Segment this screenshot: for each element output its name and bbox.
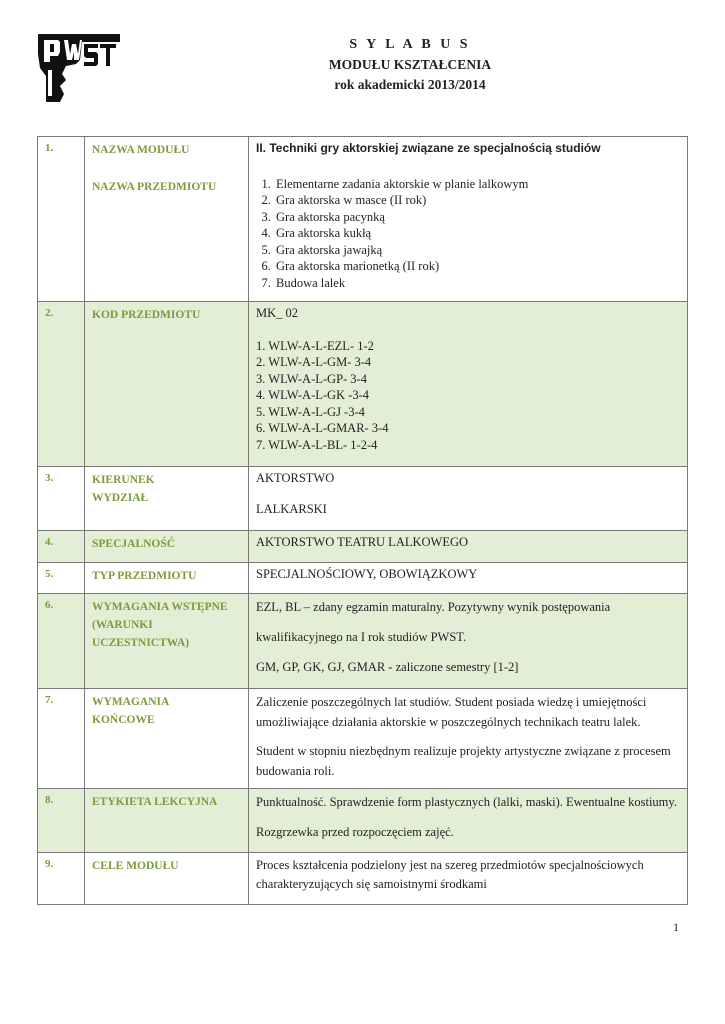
row-number: 6. xyxy=(45,599,54,611)
table-row xyxy=(38,563,688,594)
module-code: MK_ 02 xyxy=(256,306,299,320)
module-title: II. Techniki gry aktorskiej związane ze specjalnością studiów xyxy=(256,141,601,155)
subject-code: 5. WLW-A-L-GJ -3-4 xyxy=(256,404,365,419)
pwst-logo xyxy=(36,30,122,106)
paragraph: Proces kształcenia podzielony jest na szereg przedmiotów specjalnościowych charakteryzujących się samoistnymi środkami xyxy=(256,858,644,891)
subject-list xyxy=(256,176,679,292)
row-label: TYP PRZEDMIOTU xyxy=(92,570,197,582)
row-number: 5. xyxy=(45,568,54,580)
page-number: 1 xyxy=(673,920,679,934)
subject-code: 4. WLW-A-L-GK -3-4 xyxy=(256,388,370,402)
subject-code: 2. WLW-A-L-GM- 3-4 xyxy=(256,355,372,369)
row-number: 7. xyxy=(45,694,54,706)
row-label: NAZWA PRZEDMIOTU xyxy=(92,181,217,193)
title-line-2: MODUŁU KSZTAŁCENIA xyxy=(328,57,492,72)
row-label: WYMAGANIA xyxy=(92,696,170,708)
paragraph: Zaliczenie poszczególnych lat studiów. Student posiada wiedzę i umiejętności umożliwiające działania aktorskie w poszczególnych technikach teatru lalek. xyxy=(256,695,647,729)
list-item: 3. Gra aktorska pacynką xyxy=(274,209,679,226)
list-item: 4. Gra aktorska kukłą xyxy=(274,225,679,242)
list-item: 1. Elementarne zadania aktorskie w planie lalkowym xyxy=(274,176,679,193)
list-item: 6. Gra aktorska marionetką (II rok) xyxy=(274,258,679,275)
row-label: KOD PRZEDMIOTU xyxy=(92,309,201,321)
table-row xyxy=(38,853,688,905)
table-row xyxy=(38,789,688,853)
list-item: 7. Budowa lalek xyxy=(274,275,679,292)
row-label: KOŃCOWE xyxy=(92,714,155,726)
field-value: AKTORSTWO TEATRU LALKOWEGO xyxy=(256,535,469,549)
row-number: 8. xyxy=(45,794,54,806)
row-label: WYDZIAŁ xyxy=(92,492,149,504)
row-label: SPECJALNOŚĆ xyxy=(92,538,176,550)
table-row xyxy=(38,137,688,302)
field-value: LALKARSKI xyxy=(256,501,327,516)
row-number: 3. xyxy=(45,472,54,484)
row-number: 4. xyxy=(45,536,54,548)
table-row xyxy=(38,531,688,563)
title-line-3: rok akademicki 2013/2014 xyxy=(334,77,486,92)
table-row xyxy=(38,302,688,467)
row-label: UCZESTNICTWA) xyxy=(92,637,190,649)
row-label: ETYKIETA LEKCYJNA xyxy=(92,796,218,808)
field-value: AKTORSTWO xyxy=(256,471,335,485)
row-label: CELE MODUŁU xyxy=(92,860,179,872)
table-row xyxy=(38,689,688,789)
paragraph: Student w stopniu niezbędnym realizuje projekty artystyczne związane z procesem budowania roli. xyxy=(256,744,671,778)
row-label: NAZWA MODUŁU xyxy=(92,144,190,156)
row-label: WYMAGANIA WSTĘPNE xyxy=(92,601,228,613)
paragraph: GM, GP, GK, GJ, GMAR - zaliczone semestry [1-2] xyxy=(256,660,519,674)
subject-code: 6. WLW-A-L-GMAR- 3-4 xyxy=(256,421,389,435)
row-number: 2. xyxy=(45,307,54,319)
table-row xyxy=(38,467,688,531)
paragraph: Punktualność. Sprawdzenie form plastycznych (lalki, maski). Ewentualne kostiumy. Rozgrzewka przed rozpoczęciem zajęć. xyxy=(256,795,677,839)
list-item: 2. Gra aktorska w masce (II rok) xyxy=(274,192,679,209)
syllabus-table xyxy=(37,136,688,905)
list-item: 5. Gra aktorska jawajką xyxy=(274,242,679,259)
row-number: 9. xyxy=(45,858,54,870)
row-label: KIERUNEK xyxy=(92,474,155,486)
row-number: 1. xyxy=(45,142,54,154)
table-row xyxy=(38,594,688,689)
subject-code: 7. WLW-A-L-BL- 1-2-4 xyxy=(256,437,378,452)
field-value: SPECJALNOŚCIOWY, OBOWIĄZKOWY xyxy=(256,567,478,581)
paragraph: EZL, BL – zdany egzamin maturalny. Pozytywny wynik postępowania kwalifikacyjnego na I rok studiów PWST. xyxy=(256,600,611,644)
title-line-1: S Y L A B U S xyxy=(349,37,471,52)
subject-code: 1. WLW-A-L-EZL- 1-2 xyxy=(256,338,374,353)
document-title xyxy=(190,36,630,95)
subject-code: 3. WLW-A-L-GP- 3-4 xyxy=(256,371,367,386)
row-label: (WARUNKI xyxy=(92,619,153,631)
